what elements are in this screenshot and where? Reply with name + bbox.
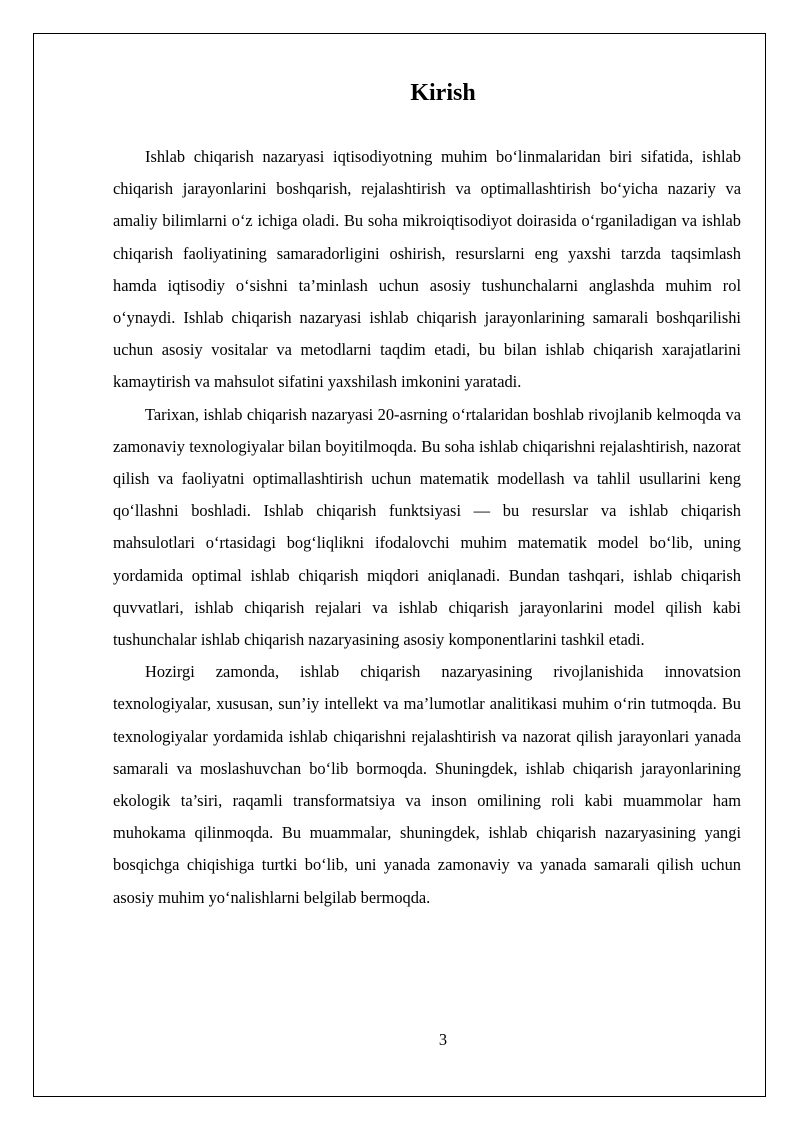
paragraph-2: Tarixan, ishlab chiqarish nazaryasi 20-asrning o‘rtalaridan boshlab rivojlanib kelmoqda va zamonaviy texnologiyalar bilan boyitilmoqda. Bu soha ishlab chiqarishni rejalashtirish, nazorat qilish va faoliyatni optimallashtirish uchun matematik modellash va tahlil usullarini keng qo‘llashni boshladi. Ishlab chiqarish funktsiyasi — bu resurslar va ishlab chiqarish mahsulotlari o‘rtasidagi bog‘liqlikni ifodalovchi muhim matematik model bo‘lib, uning yordamida optimal ishlab chiqarish miqdori aniqlanadi. Bundan tashqari, ishlab chiqarish quvvatlari, ishlab chiqarish rejalari va ishlab chiqarish jarayonlarini model qilish kabi tushunchalar ishlab chiqarish nazaryasining asosiy komponentlarini tashkil etadi.: [113, 404, 741, 650]
page-title: Kirish: [410, 80, 476, 106]
page-number: 3: [438, 1030, 448, 1049]
paragraph-1: Ishlab chiqarish nazaryasi iqtisodiyotning muhim bo‘linmalaridan biri sifatida, ishlab chiqarish jarayonlarini boshqarish, rejalashtirish va optimallashtirish bo‘yicha nazariy va amaliy bilimlarni o‘z ichiga oladi. Bu soha mikroiqtisodiyot doirasida o‘rganiladigan va ishlab chiqarish faoliyatining samaradorligini oshirish, resurslarni eng yaxshi tarzda taqsimlash hamda iqtisodiy o‘sishni ta’minlash uchun asosiy tushunchalarni anglashda muhim rol o‘ynaydi. Ishlab chiqarish nazaryasi ishlab chiqarish jarayonlarining samarali boshqarilishi uchun asosiy vositalar va metodlarni taqdim etadi, bu bilan ishlab chiqarish xarajatlarini kamaytirish va mahsulot sifatini yaxshilash imkonini yaratadi.: [113, 147, 741, 392]
document-body: [113, 141, 741, 914]
paragraph-3: Hozirgi zamonda, ishlab chiqarish nazaryasining rivojlanishida innovatsion texnologiyalar, xususan, sun’iy intellekt va ma’lumotlar analitikasi muhim o‘rin tutmoqda. Bu texnologiyalar yordamida ishlab chiqarishni rejalashtirish va nazorat qilish jarayonlari yanada samarali va moslashuvchan bo‘lib bormoqda. Shuningdek, ishlab chiqarish jarayonlarining ekologik ta’siri, raqamli transformatsiya va inson omilining roli kabi muammolar ham muhokama qilinmoqda. Bu muammalar, shuningdek, ishlab chiqarish nazaryasining yangi bosqichga chiqishiga turtki bo‘lib, uni yanada zamonaviy va yanada samarali qilish uchun asosiy muhim yo‘nalishlarni belgilab bermoqda.: [113, 662, 741, 907]
